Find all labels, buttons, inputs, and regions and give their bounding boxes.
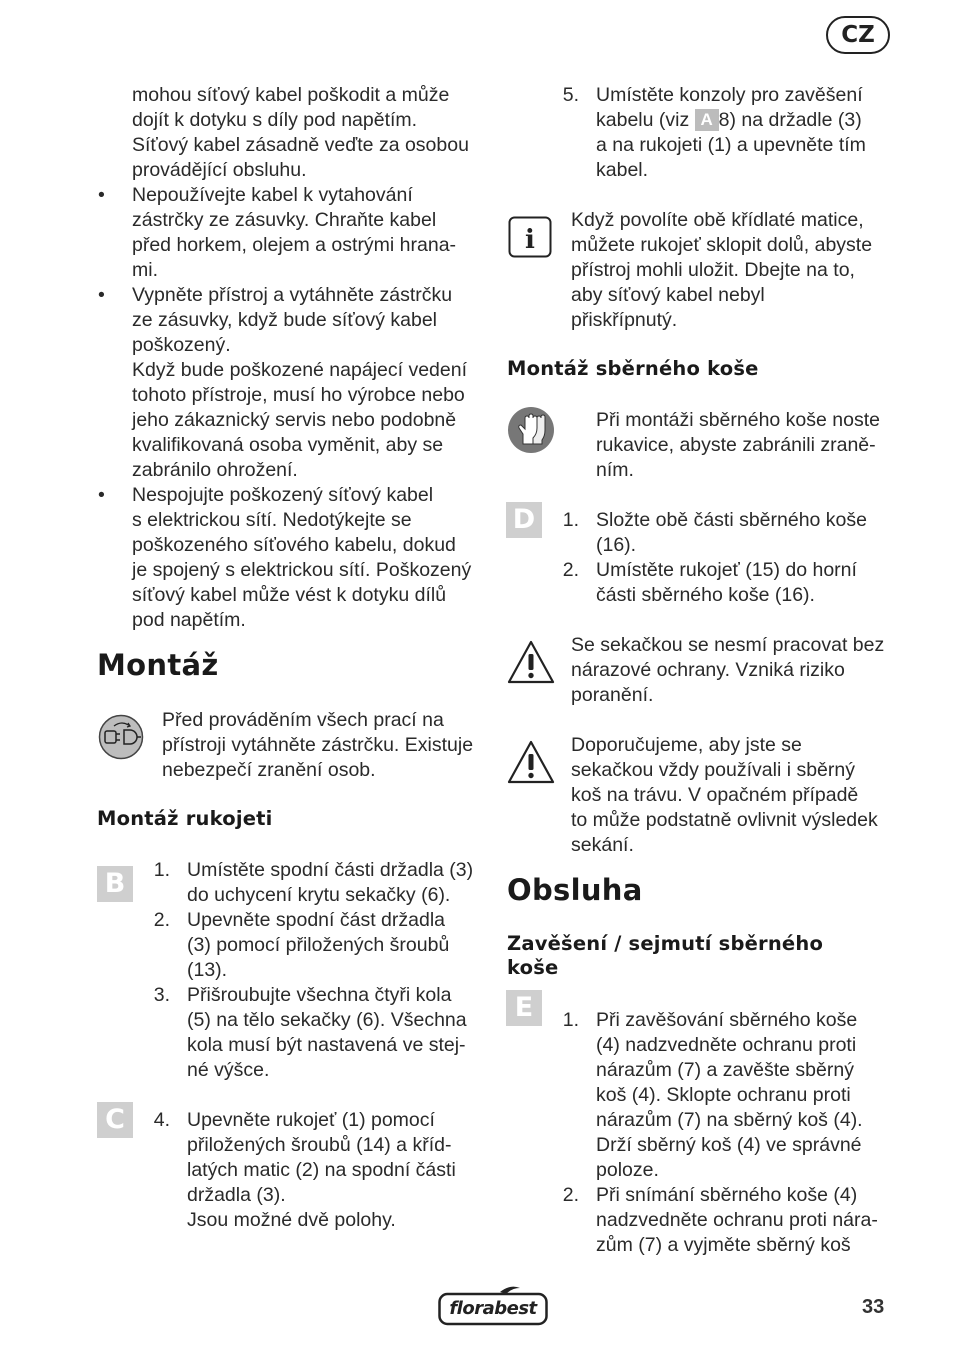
step-number: 2.: [153, 909, 170, 931]
warning-note: Se sekačkou se nesmí pracovat bez nárazové ochrany. Vzniká riziko poranění.: [571, 634, 885, 706]
step-text: Upevněte spodní část držadla (3) pomocí přiložených šroubů (13).: [187, 909, 450, 981]
gloves-icon: [507, 406, 555, 454]
warning-icon: [506, 639, 556, 685]
step-text: Přišroubujte všechna čtyři kola (5) na tělo sekačky (6). Všechna kola musí být nastavená ve stej- né výšce.: [187, 984, 467, 1081]
step-text: Umístěte spodní části držadla (3) do uchycení krytu sekačky (6).: [187, 859, 474, 906]
step-number: 2.: [562, 1184, 579, 1206]
figure-ref-b: B: [97, 866, 133, 902]
step-number: 1.: [562, 509, 579, 531]
step-text: Při zavěšování sběrného koše (4) nadzvedněte ochranu proti nárazům (7) a zavěšte sběrný koš (4). Sklopte ochranu proti nárazům (7) na sběrný koš (4). Drží sběrný koš (4) ve správné poloze.: [596, 1009, 863, 1181]
figure-ref-c: C: [97, 1102, 133, 1138]
bullet-text: Nespojujte poškozený síťový kabel s elektrickou sítí. Nedotýkejte se poškozeného síťového kabelu, dokud je spojený s elektrickou sítí. Poškozený síťový kabel může vést k dotyku dílů pod napětím.: [132, 484, 472, 631]
subsection-title-rukojeti: Montáž rukojeti: [97, 807, 273, 830]
subsection-title-kose: Montáž sběrného koše: [507, 357, 759, 380]
info-icon: [508, 216, 552, 258]
logo-text: florabest: [449, 1298, 537, 1319]
section-title-obsluha: Obsluha: [507, 873, 643, 907]
section-title-montaz: Montáž: [97, 648, 219, 682]
step-number: 2.: [562, 559, 579, 581]
subsection-title-zaveseni: Zavěšení / sejmutí sběrného koše: [507, 932, 824, 979]
step-number: 5.: [562, 84, 579, 106]
step-text: Při snímání sběrného koše (4) nadzvedněte ochranu proti nára- zům (7) a vyjměte sběrný koš: [596, 1184, 878, 1256]
language-badge: CZ: [826, 16, 890, 54]
figure-ref-a: A: [695, 109, 719, 131]
bullet-marker: •: [98, 284, 105, 306]
figure-ref-d: D: [506, 502, 542, 538]
step5-text-a: Umístěte konzoly pro zavěšení kabelu (viz: [596, 84, 863, 131]
plug-note: Před prováděním všech prací na přístroji vytáhněte zástrčku. Existuje nebezpečí zranění osob.: [162, 709, 474, 781]
florabest-logo: [438, 1284, 548, 1326]
warning-note: Doporučujeme, aby jste se sekačkou vždy používali i sběrný koš na trávu. V opačném případě to může podstatně ovlivnit výsledek sekání.: [571, 734, 878, 856]
step-number: 1.: [153, 859, 170, 881]
step5-text-b: 8) na držadle (3) a na rukojeti (1) a upevněte tím kabel.: [596, 109, 866, 181]
info-note: Když povolíte obě křídlaté matice, můžete rukojeť sklopit dolů, abyste přístroj mohli uložit. Dbejte na to, aby síťový kabel nebyl přiskřípnutý.: [571, 209, 873, 331]
unplug-icon: [98, 714, 144, 760]
step-text: Umístěte rukojeť (15) do horní části sběrného koše (16).: [596, 559, 857, 606]
step-number: 4.: [153, 1109, 170, 1131]
page-number: 33: [862, 1296, 885, 1318]
step-text: Složte obě části sběrného koše (16).: [596, 509, 868, 556]
step-number: 1.: [562, 1009, 579, 1031]
paragraph: mohou síťový kabel poškodit a může dojít k dotyku s díly pod napětím. Síťový kabel zásadně veďte za osobou provádějící obsluhu.: [132, 84, 469, 181]
bullet-marker: •: [98, 184, 105, 206]
svg-text:i: i: [525, 225, 535, 255]
step-text: [596, 83, 866, 183]
gloves-note: Při montáži sběrného koše noste rukavice, abyste zabránili zraně- ním.: [596, 409, 880, 481]
step-text: Upevněte rukojeť (1) pomocí přiložených šroubů (14) a kříd- latých matic (2) na spodní části držadla (3). Jsou možné dvě polohy.: [187, 1109, 456, 1231]
bullet-text: Vypněte přístroj a vytáhněte zástrčku ze zásuvky, když bude síťový kabel poškozený. Když bude poškozené napájecí vedení tohoto přístroje, musí ho výrobce nebo jeho zákaznický servis nebo podobně kvalifikovaná osoba vyměnit, aby se zabránilo ohrožení.: [132, 284, 467, 481]
step-number: 3.: [153, 984, 170, 1006]
warning-icon: [506, 739, 556, 785]
figure-ref-e: E: [506, 990, 542, 1026]
bullet-marker: •: [98, 484, 105, 506]
bullet-text: Nepoužívejte kabel k vytahování zástrčky ze zásuvky. Chraňte kabel před horkem, olejem a ostrými hrana- mi.: [132, 184, 457, 281]
